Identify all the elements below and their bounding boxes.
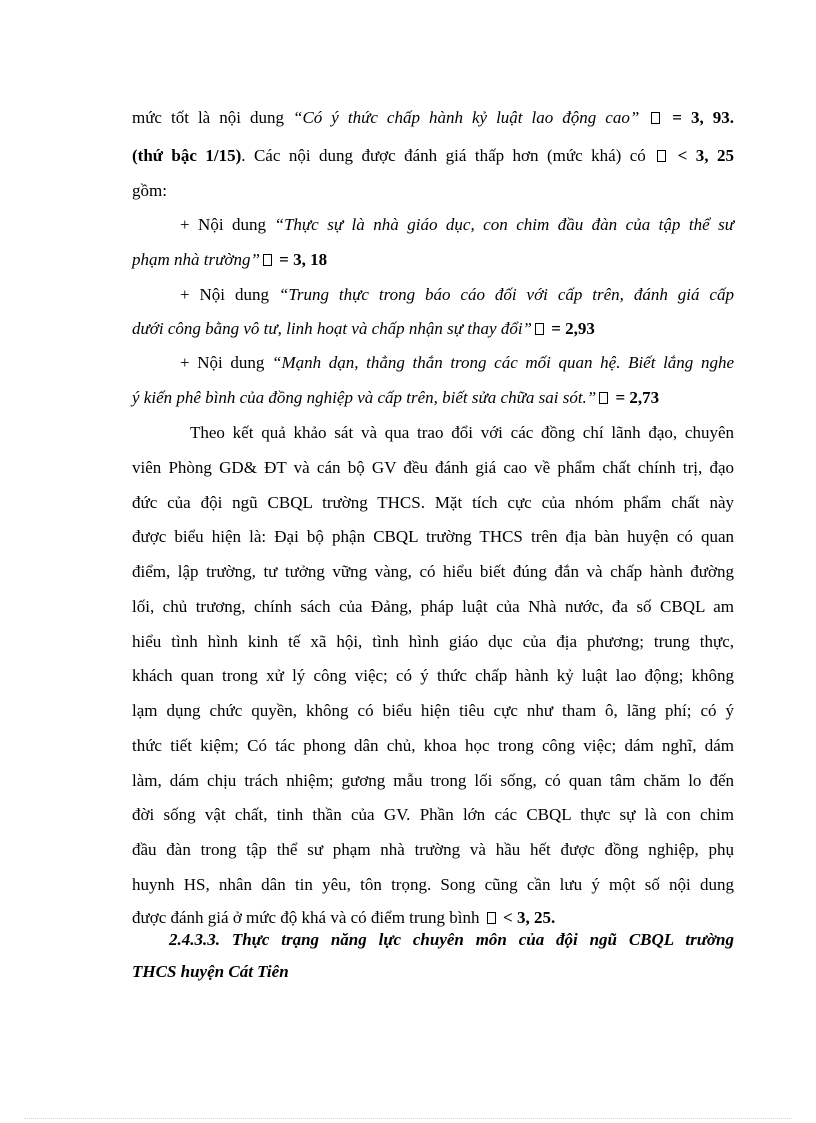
text-line-3: gồm: xyxy=(132,181,167,200)
paragraph-line: Theo kết quả khảo sát và qua trao đổi với các đồng chí lãnh đạo, chuyên xyxy=(190,423,734,442)
bullet-line-2-cont: dưới công bằng vô tư, linh hoạt và chấp nhận sự thay đổi” = 2,93 xyxy=(132,319,595,338)
paragraph-line: huynh HS, nhân dân tin yêu, tôn trọng. Song cũng cần lưu ý một số nội dung xyxy=(132,875,734,894)
bullet-line-3: + Nội dung “Mạnh dạn, thẳng thắn trong các mối quan hệ. Biết lắng nghe xyxy=(180,353,734,372)
text-line-final: được đánh giá ở mức độ khá và có điểm trung bình < 3, 25. xyxy=(132,908,556,927)
section-heading-cont: THCS huyện Cát Tiên xyxy=(132,962,289,981)
mean-symbol-icon xyxy=(657,150,666,162)
mean-symbol-icon xyxy=(599,392,608,404)
paragraph-line: đầu đàn trong tập thể sư phạm nhà trường và hầu hết được đồng nghiệp, phụ xyxy=(132,840,734,859)
mean-symbol-icon xyxy=(651,112,660,124)
bullet-line-3-cont: ý kiến phê bình của đồng nghiệp và cấp trên, biết sửa chữa sai sót.” = 2,73 xyxy=(132,388,660,407)
bullet-line-2: + Nội dung “Trung thực trong báo cáo đối với cấp trên, đánh giá cấp xyxy=(180,285,734,304)
text-line-2: (thứ bậc 1/15). Các nội dung được đánh giá thấp hơn (mức khá) có < 3, 25 xyxy=(132,146,735,165)
bullet-line-1: + Nội dung “Thực sự là nhà giáo dục, con chim đầu đàn của tập thể sư xyxy=(180,215,734,234)
paragraph-line: lối, chủ trương, chính sách của Đảng, pháp luật của Nhà nước, đa số CBQL am xyxy=(132,597,734,616)
paragraph-line: thức tiết kiệm; Có tác phong dân chủ, khoa học trong công việc; dám nghĩ, dám xyxy=(132,736,734,755)
paragraph-line: hiểu tình hình kinh tế xã hội, tình hình giáo dục của địa phương; trung thực, xyxy=(132,632,734,651)
paragraph-line: lạm dụng chức quyền, không có biểu hiện tiêu cực như tham ô, lãng phí; có ý xyxy=(132,701,734,720)
paragraph-line: khách quan trong xử lý công việc; có ý thức chấp hành kỷ luật lao động; không xyxy=(132,666,734,685)
mean-symbol-icon xyxy=(535,323,544,335)
paragraph-line: viên Phòng GD& ĐT và cán bộ GV đều đánh giá cao về phẩm chất chính trị, đạo xyxy=(132,458,734,477)
paragraph-line: làm, dám chịu trách nhiệm; gương mẫu trong lối sống, có quan tâm chăm lo đến xyxy=(132,771,734,790)
paragraph-line: đức của đội ngũ CBQL trường THCS. Mặt tích cực của nhóm phẩm chất này xyxy=(132,493,734,512)
paragraph-line: đời sống vật chất, tinh thần của GV. Phần lớn các CBQL thực sự là con chim xyxy=(132,805,734,824)
section-heading: 2.4.3.3. Thực trạng năng lực chuyên môn của đội ngũ CBQL trường xyxy=(169,930,734,949)
text-line-1: mức tốt là nội dung “Có ý thức chấp hành kỷ luật lao động cao” = 3, 93. xyxy=(132,108,735,127)
mean-symbol-icon xyxy=(487,912,496,924)
paragraph-line: được biểu hiện là: Đại bộ phận CBQL trường THCS trên địa bàn huyện có quan xyxy=(132,527,734,546)
paragraph-line: điểm, lập trường, tư tưởng vững vàng, có hiểu biết đúng đắn và chấp hành đường xyxy=(132,562,734,581)
mean-symbol-icon xyxy=(263,254,272,266)
bullet-line-1-cont: phạm nhà trường” = 3, 18 xyxy=(132,250,328,269)
page-divider xyxy=(24,1118,792,1119)
